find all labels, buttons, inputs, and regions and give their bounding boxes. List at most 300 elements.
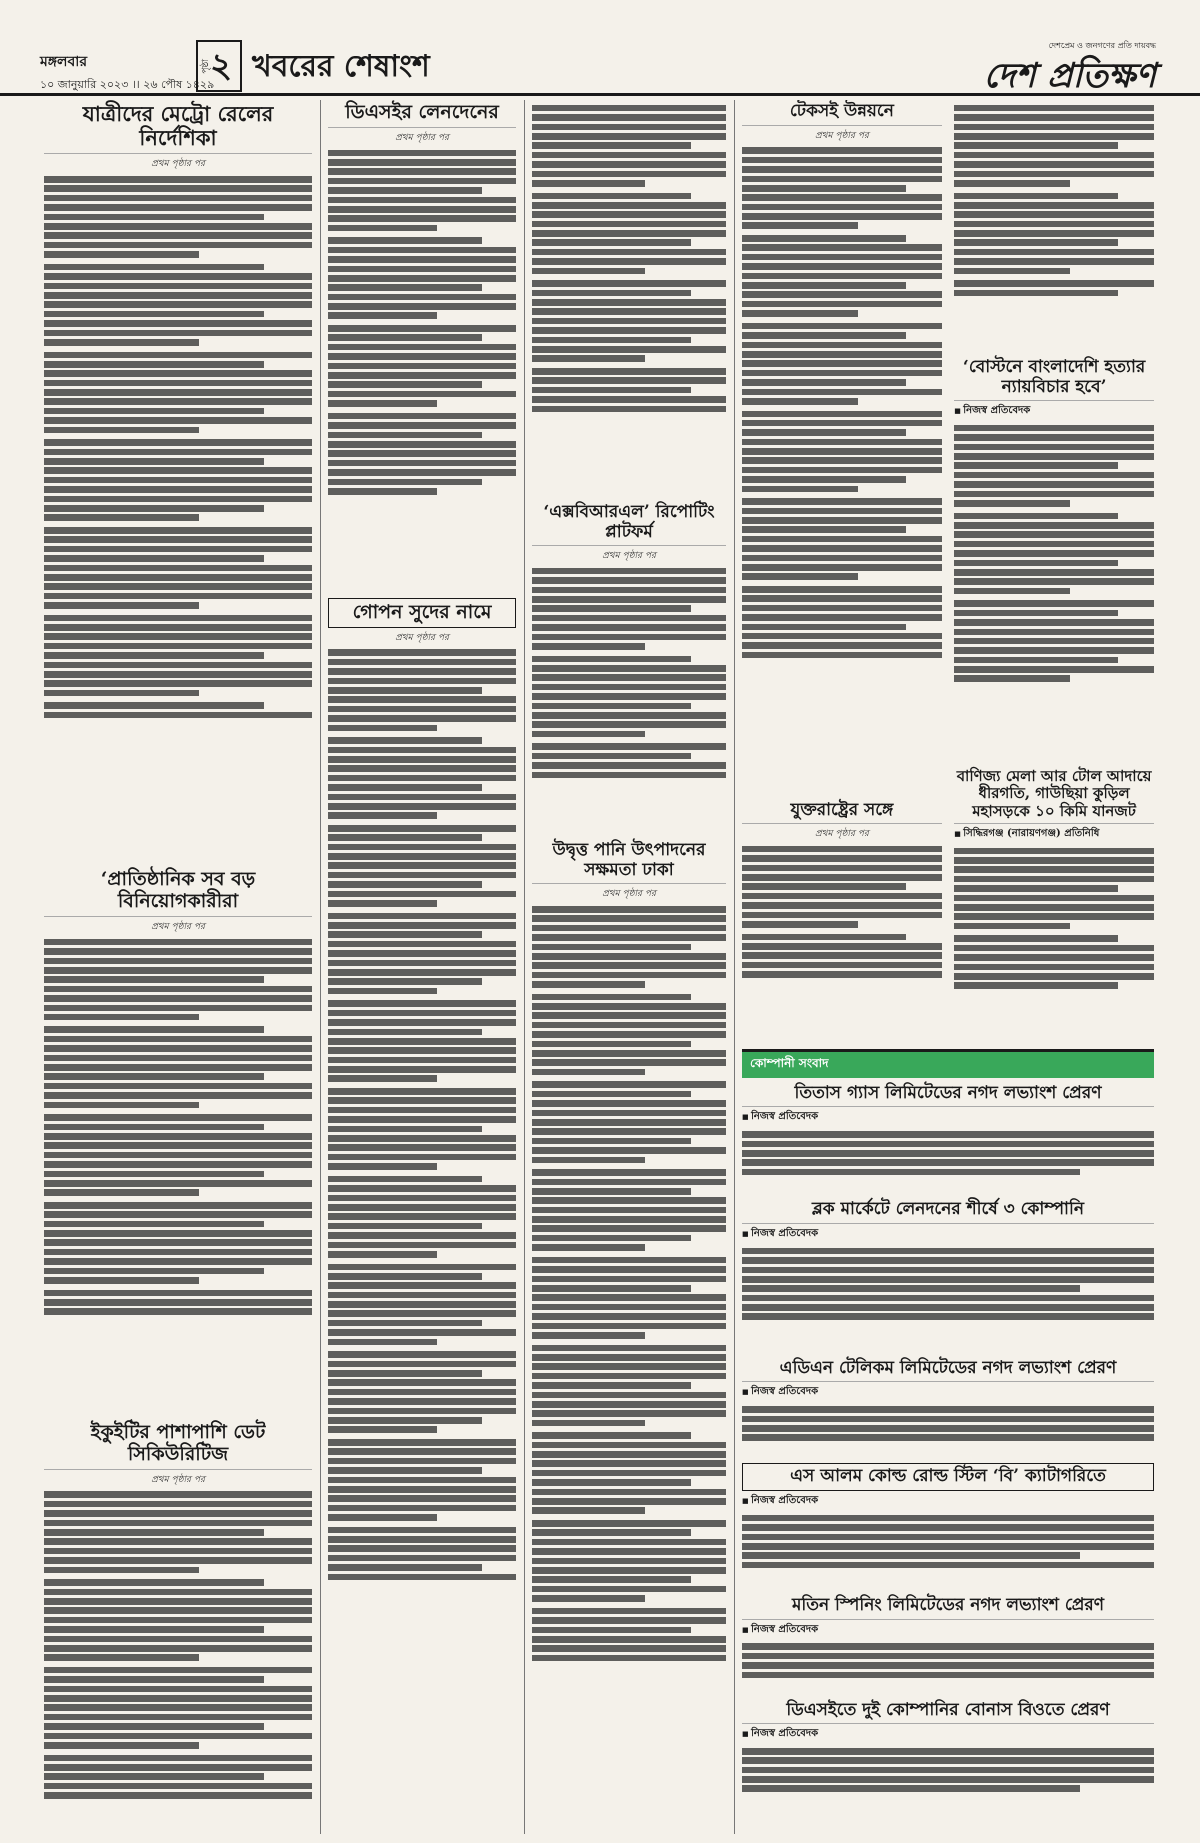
text-line xyxy=(328,1292,516,1299)
text-line xyxy=(954,453,1154,460)
text-line xyxy=(44,195,312,202)
text-line xyxy=(532,171,726,178)
text-line xyxy=(532,249,726,256)
text-line xyxy=(742,1653,1154,1660)
text-line xyxy=(532,1022,726,1029)
text-line xyxy=(742,1543,1154,1550)
text-line xyxy=(44,1636,312,1643)
text-line xyxy=(328,950,516,957)
issue-date: ১০ জানুয়ারি ২০২৩ ।। ২৬ পৌষ ১৪২৯ xyxy=(40,78,215,91)
text-line xyxy=(742,389,942,396)
text-line xyxy=(44,1092,312,1099)
text-line xyxy=(954,973,1154,980)
text-line xyxy=(532,124,726,131)
text-line xyxy=(532,396,726,403)
text-line xyxy=(954,895,1154,902)
text-line xyxy=(954,531,1154,538)
text-line xyxy=(532,981,645,988)
text-line xyxy=(44,1152,312,1159)
text-line xyxy=(742,934,906,941)
text-line xyxy=(742,624,906,631)
text-line xyxy=(954,610,1118,617)
text-line xyxy=(328,488,437,495)
text-line xyxy=(742,1643,1154,1650)
article-headline[interactable]: উদ্বৃত্ত পানি উৎপাদনের সক্ষমতা ঢাকা xyxy=(532,841,726,884)
article-headline[interactable]: যুক্তরাষ্ট্রের সঙ্গে xyxy=(742,801,942,825)
text-line xyxy=(44,712,312,719)
text-line xyxy=(44,1014,199,1021)
text-line xyxy=(742,652,942,659)
text-line xyxy=(328,1204,516,1211)
text-line xyxy=(532,693,726,700)
text-line xyxy=(532,1091,691,1098)
text-line xyxy=(954,280,1154,287)
text-line xyxy=(532,1432,691,1439)
article-headline[interactable]: ‘প্রাতিষ্ঠানিক সব বড় বিনিয়োগকারীরা xyxy=(44,869,312,917)
text-line xyxy=(742,204,942,211)
text-line xyxy=(742,457,942,464)
text-line xyxy=(954,491,1154,498)
text-line xyxy=(328,812,437,819)
text-line xyxy=(44,1792,312,1799)
text-line xyxy=(954,114,1154,121)
article-headline[interactable]: ইকুইটির পাশাপাশি ডেট সিকিউরিটিজ xyxy=(44,1422,312,1470)
article-headline[interactable]: যাত্রীদের মেট্রো রেলের নির্দেশিকা xyxy=(44,102,312,154)
column-4-upper xyxy=(742,102,1154,1041)
article xyxy=(954,358,1154,762)
text-line xyxy=(328,1047,516,1054)
text-line xyxy=(532,1257,726,1264)
article-byline: ■ নিজস্ব প্রতিবেদক xyxy=(742,1109,1154,1126)
column-4-upper-left xyxy=(742,102,942,1041)
text-line xyxy=(532,1382,691,1389)
text-line xyxy=(742,508,942,515)
column-2 xyxy=(322,100,522,1834)
article-headline[interactable]: তিতাস গ্যাস লিমিটেডের নগদ লভ্যাংশ প্রেরণ xyxy=(742,1084,1154,1108)
text-line xyxy=(328,659,516,666)
text-line xyxy=(742,1757,1154,1764)
text-line xyxy=(954,239,1118,246)
article-headline[interactable]: বাণিজ্য মেলা আর টোল আদায়ে ধীরগতি, গাউছিয়া কুড়িল মহাসড়কে ১০ কিমি যানজট xyxy=(954,768,1154,824)
text-line xyxy=(44,1723,264,1730)
text-line xyxy=(44,214,264,221)
text-line xyxy=(328,363,516,370)
text-line xyxy=(532,1003,726,1010)
text-line xyxy=(328,931,482,938)
text-line xyxy=(328,256,516,263)
text-line xyxy=(532,743,726,750)
continued-from-label: প্রথম পৃষ্ঠার পর xyxy=(602,889,656,900)
article xyxy=(44,102,312,863)
text-line xyxy=(742,605,942,612)
text-line xyxy=(742,244,942,251)
text-line xyxy=(532,1100,726,1107)
text-line xyxy=(742,971,942,978)
text-line xyxy=(44,1667,312,1674)
article-continuation xyxy=(954,102,1154,352)
text-line xyxy=(532,1655,726,1662)
text-line xyxy=(954,982,1118,989)
text-line xyxy=(742,912,942,919)
text-line xyxy=(44,458,264,465)
text-line xyxy=(742,166,942,173)
column-4-upper-right xyxy=(954,102,1154,1041)
text-line xyxy=(44,389,312,396)
company-news-item xyxy=(742,1084,1154,1195)
text-line xyxy=(954,171,1154,178)
text-line xyxy=(954,885,1118,892)
text-line xyxy=(954,105,1154,112)
text-line xyxy=(532,1442,726,1449)
text-line xyxy=(44,427,199,434)
text-line xyxy=(44,251,199,258)
text-line xyxy=(44,311,264,318)
text-line xyxy=(44,1308,312,1315)
continued-from-label: প্রথম পৃষ্ঠার পর xyxy=(395,632,449,643)
text-line xyxy=(44,505,264,512)
text-line xyxy=(742,370,942,377)
text-line xyxy=(532,377,726,384)
text-line xyxy=(328,1379,516,1386)
article-byline: ■ নিজস্ব প্রতিবেদক xyxy=(954,403,1154,420)
text-line xyxy=(328,825,516,832)
text-line xyxy=(328,922,516,929)
text-line xyxy=(44,1520,312,1527)
text-line xyxy=(44,496,312,503)
text-line xyxy=(44,948,312,955)
text-line xyxy=(44,1202,312,1209)
text-line xyxy=(532,1147,726,1154)
article-body xyxy=(532,903,726,1834)
text-line xyxy=(44,1045,312,1052)
text-line xyxy=(44,1239,312,1246)
text-line xyxy=(532,142,691,149)
article-body xyxy=(742,145,942,795)
text-line xyxy=(44,1510,312,1517)
text-line xyxy=(742,291,942,298)
text-line xyxy=(328,881,482,888)
text-line xyxy=(328,1408,516,1415)
text-line xyxy=(532,1576,691,1583)
text-line xyxy=(44,361,264,368)
text-line xyxy=(742,1425,1154,1432)
text-line xyxy=(328,225,437,232)
text-line xyxy=(532,1225,726,1232)
text-line xyxy=(532,721,726,728)
text-line xyxy=(328,1097,516,1104)
text-line xyxy=(532,1451,726,1458)
text-line xyxy=(328,1370,482,1377)
text-line xyxy=(328,432,482,439)
text-line xyxy=(44,1258,312,1265)
text-line xyxy=(742,883,906,890)
text-line xyxy=(742,1785,1080,1792)
text-line xyxy=(954,954,1154,961)
article-headline[interactable]: ‘এক্সবিআরএল’ রিপোটিং প্লাটফর্ম xyxy=(532,503,726,546)
text-line xyxy=(328,391,516,398)
text-line xyxy=(532,1128,726,1135)
text-line xyxy=(742,595,942,602)
article-headline[interactable]: ডিএসইর লেনদেনের xyxy=(328,102,516,128)
text-line xyxy=(742,411,942,418)
text-line xyxy=(44,1529,264,1536)
text-line xyxy=(44,662,312,669)
text-line xyxy=(532,1567,726,1574)
text-line xyxy=(328,344,516,351)
text-line xyxy=(44,408,264,415)
text-line xyxy=(532,280,726,287)
text-line xyxy=(328,1154,516,1161)
text-line xyxy=(44,339,199,346)
text-line xyxy=(328,1495,516,1502)
text-line xyxy=(44,1171,264,1178)
text-line xyxy=(532,1539,726,1546)
article-headline[interactable]: এস আলম কোল্ড রোল্ড স্টিল ‘বি’ ক্যাটাগরিতে xyxy=(742,1463,1154,1491)
text-line xyxy=(742,235,906,242)
article-headline[interactable]: ব্লক মার্কেটে লেনদনের শীর্ষে ৩ কোম্পানি xyxy=(742,1200,1154,1224)
text-line xyxy=(742,176,942,183)
text-line xyxy=(328,1232,516,1239)
text-line xyxy=(328,1213,516,1220)
continued-from-label: প্রথম পৃষ্ঠার পর xyxy=(151,1474,205,1485)
text-line xyxy=(532,1520,726,1527)
text-line xyxy=(532,221,726,228)
text-line xyxy=(44,680,312,687)
text-line xyxy=(44,1249,312,1256)
text-line xyxy=(742,342,942,349)
text-line xyxy=(44,330,312,337)
text-line xyxy=(742,254,942,261)
text-line xyxy=(532,934,726,941)
text-line xyxy=(532,308,726,315)
text-line xyxy=(328,1564,482,1571)
text-line xyxy=(954,935,1118,942)
article-body xyxy=(532,565,726,835)
text-line xyxy=(532,1645,726,1652)
text-line xyxy=(742,185,906,192)
text-line xyxy=(44,652,264,659)
text-line xyxy=(532,368,726,375)
text-line xyxy=(954,513,1118,520)
text-line xyxy=(532,568,726,575)
text-line xyxy=(532,1276,726,1283)
text-line xyxy=(532,684,726,691)
text-line xyxy=(44,1645,312,1652)
text-line xyxy=(742,943,942,950)
text-line xyxy=(954,444,1154,451)
text-line xyxy=(532,1069,645,1076)
text-line xyxy=(954,133,1154,140)
text-line xyxy=(954,560,1118,567)
text-line xyxy=(742,893,942,900)
text-line xyxy=(44,593,312,600)
text-line xyxy=(742,1257,1154,1264)
text-line xyxy=(44,536,312,543)
text-line xyxy=(44,1221,264,1228)
text-line xyxy=(532,114,726,121)
text-line xyxy=(44,1654,199,1661)
text-line xyxy=(328,1163,437,1170)
continued-from-label: প্রথম পৃষ্ঠার পর xyxy=(602,551,656,562)
text-line xyxy=(328,1448,516,1455)
text-line xyxy=(532,105,726,112)
text-line xyxy=(532,596,726,603)
text-line xyxy=(532,1401,726,1408)
text-line xyxy=(742,147,942,154)
text-line xyxy=(44,1064,312,1071)
text-line xyxy=(44,398,312,405)
text-line xyxy=(328,1019,516,1026)
text-line xyxy=(532,327,726,334)
article-body xyxy=(742,1128,1154,1194)
text-line xyxy=(44,1501,312,1508)
text-line xyxy=(742,1767,1154,1774)
text-line xyxy=(742,1672,1154,1679)
text-line xyxy=(954,161,1154,168)
text-line xyxy=(44,565,312,572)
text-line xyxy=(742,332,906,339)
article xyxy=(328,102,516,592)
article-headline[interactable]: মতিন স্পিনিং লিমিটেডের নগদ লভ্যাংশ প্রেরণ xyxy=(742,1596,1154,1620)
text-line xyxy=(44,1617,312,1624)
text-line xyxy=(954,124,1154,131)
text-line xyxy=(44,976,264,983)
text-line xyxy=(532,665,726,672)
text-line xyxy=(44,273,312,280)
text-line xyxy=(532,161,726,168)
article-body xyxy=(532,102,726,497)
text-line xyxy=(742,301,942,308)
text-line xyxy=(328,784,482,791)
article-body xyxy=(742,1641,1154,1695)
text-line xyxy=(742,439,942,446)
text-line xyxy=(532,1041,691,1048)
text-line xyxy=(532,712,726,719)
text-line xyxy=(44,1557,312,1564)
text-line xyxy=(742,614,942,621)
article xyxy=(44,869,312,1416)
text-line xyxy=(954,268,1070,275)
text-line xyxy=(44,439,312,446)
page-number: ২ xyxy=(210,46,233,86)
text-line xyxy=(44,1102,199,1109)
text-line xyxy=(328,913,516,920)
text-line xyxy=(328,853,516,860)
text-line xyxy=(328,1066,516,1073)
text-line xyxy=(328,1107,516,1114)
text-line xyxy=(954,249,1154,256)
continued-from-label: প্রথম পৃষ্ঠার পর xyxy=(151,159,205,170)
article-body xyxy=(954,422,1154,762)
article-body xyxy=(742,1512,1154,1590)
text-line xyxy=(328,469,516,476)
text-line xyxy=(954,657,1118,664)
text-line xyxy=(328,1458,516,1465)
text-line xyxy=(328,1361,516,1368)
text-line xyxy=(954,152,1154,159)
text-line xyxy=(742,429,906,436)
article-body xyxy=(44,936,312,1416)
text-line xyxy=(742,213,942,220)
text-line xyxy=(954,638,1154,645)
text-line xyxy=(742,855,942,862)
text-line xyxy=(44,574,312,581)
text-line xyxy=(532,193,691,200)
text-line xyxy=(532,656,691,663)
text-line xyxy=(532,1558,726,1565)
text-line xyxy=(742,1515,1154,1522)
text-line xyxy=(328,400,437,407)
text-line xyxy=(328,696,516,703)
text-line xyxy=(532,1373,726,1380)
text-line xyxy=(954,193,1118,200)
text-line xyxy=(532,1345,726,1352)
article-headline[interactable]: ‘বোস্টনে বাংলাদেশি হত্যার ন্যায়বিচার হবে’ xyxy=(954,358,1154,401)
text-line xyxy=(742,476,906,483)
text-line xyxy=(328,197,516,204)
text-line xyxy=(954,290,1118,297)
article-headline[interactable]: গোপন সুদের নামে xyxy=(328,598,516,628)
text-line xyxy=(44,1142,312,1149)
article-headline[interactable]: ডিএসইতে দুই কোম্পানির বোনাস বিওতে প্রেরণ xyxy=(742,1701,1154,1725)
text-line xyxy=(742,1562,1154,1569)
text-line xyxy=(532,1157,645,1164)
text-line xyxy=(328,862,516,869)
issue-day: মঙ্গলবার xyxy=(40,54,88,70)
text-line xyxy=(328,794,516,801)
article-byline: ■ সিদ্ধিরগঞ্জ (নারায়ণগঞ্জ) প্রতিনিধি xyxy=(954,826,1154,843)
article-headline[interactable]: এডিএন টেলিকম লিমিটেডের নগদ লভ্যাংশ প্রেরণ xyxy=(742,1359,1154,1383)
text-line xyxy=(742,962,942,969)
text-line xyxy=(44,690,199,697)
text-line xyxy=(742,1159,1154,1166)
text-line xyxy=(328,1310,516,1317)
text-line xyxy=(742,573,858,580)
text-line xyxy=(328,687,482,694)
text-line xyxy=(532,1197,726,1204)
company-news-item xyxy=(742,1359,1154,1458)
text-line xyxy=(328,215,516,222)
text-line xyxy=(532,1548,726,1555)
text-line xyxy=(328,1351,516,1358)
text-line xyxy=(532,1627,691,1634)
text-line xyxy=(954,522,1154,529)
text-line xyxy=(328,1467,482,1474)
article-headline[interactable]: টেকসই উন্নয়নে xyxy=(742,102,942,126)
text-line xyxy=(328,1389,516,1396)
text-line xyxy=(328,1329,516,1336)
text-line xyxy=(742,1169,1080,1176)
text-line xyxy=(742,1267,1154,1274)
continued-from-label: প্রথম পৃষ্ঠার পর xyxy=(814,130,869,141)
text-line xyxy=(328,900,437,907)
text-line xyxy=(44,301,312,308)
text-line xyxy=(532,962,726,969)
text-line xyxy=(742,1662,1154,1669)
article-byline: ■ নিজস্ব প্রতিবেদক xyxy=(742,1384,1154,1401)
text-line xyxy=(532,994,691,1001)
text-line xyxy=(44,242,312,249)
text-line xyxy=(328,706,516,713)
masthead-tagline: দেশপ্রেম ও জনগণের প্রতি দায়বদ্ধ xyxy=(1048,41,1156,50)
text-line xyxy=(954,472,1154,479)
text-line xyxy=(328,150,516,157)
text-line xyxy=(532,1138,691,1145)
text-line xyxy=(742,902,942,909)
text-line xyxy=(742,1524,1154,1531)
text-line xyxy=(532,1507,645,1514)
text-line xyxy=(328,1075,437,1082)
